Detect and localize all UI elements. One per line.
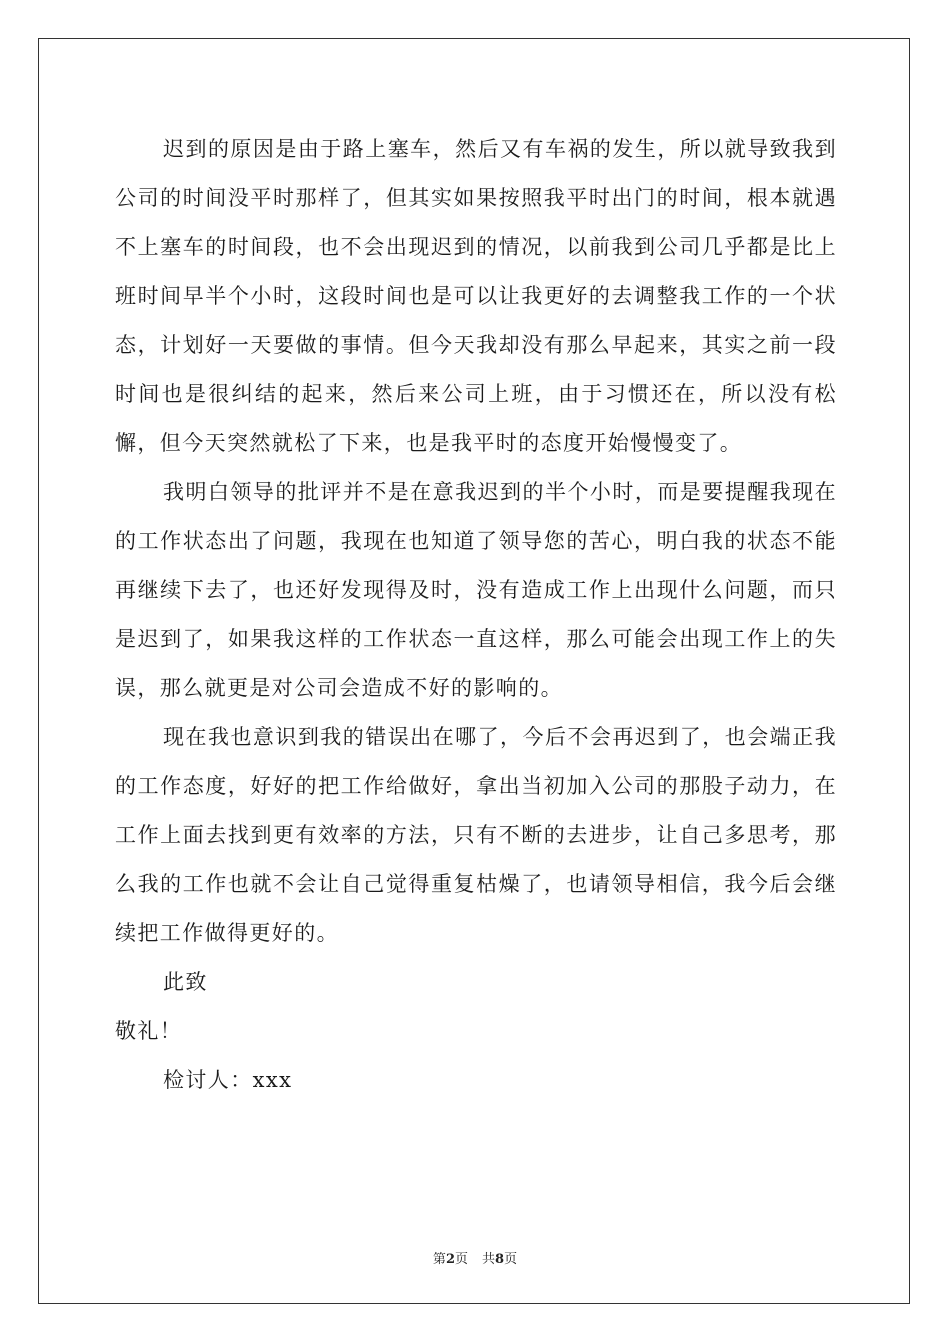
signature-line: 检讨人：xxx [163, 1068, 293, 1092]
page-footer [0, 1248, 950, 1267]
closing-line: 此致 [163, 970, 208, 994]
page-current-number: 2 [445, 1252, 455, 1267]
total-suffix: 页 [504, 1252, 518, 1267]
total-prefix: 共 [482, 1252, 496, 1267]
body-paragraph-1: 迟到的原因是由于路上塞车，然后又有车祸的发生，所以就导致我到公司的时间没平时那样了，但其实如果按照我平时出门的时间，根本就遇不上塞车的时间段，也不会出现迟到的情况，以前我到公司几乎都是比上班时间早半个小时，这段时间也是可以让我更好的去调整我工作的一个状态，计划好一天要做的事情。但今天我却没有那么早起来，其实之前一段时间也是很纠结的起来，然后来公司上班，由于习惯还在，所以没有松懈，但今天突然就松了下来，也是我平时的态度开始慢慢变了。 [115, 137, 837, 455]
page-prefix: 第 [432, 1252, 446, 1267]
page-mid-label: 页 [454, 1252, 468, 1267]
page-total-number: 8 [495, 1252, 505, 1267]
document-body [115, 125, 837, 1105]
salute-line: 敬礼！ [115, 1019, 183, 1043]
body-paragraph-2: 我明白领导的批评并不是在意我迟到的半个小时，而是要提醒我现在的工作状态出了问题，我现在也知道了领导您的苦心，明白我的状态不能再继续下去了，也还好发现得及时，没有造成工作上出现什么问题，而只是迟到了，如果我这样的工作状态一直这样，那么可能会出现工作上的失误，那么就更是对公司会造成不好的影响的。 [115, 480, 837, 700]
body-paragraph-3: 现在我也意识到我的错误出在哪了，今后不会再迟到了，也会端正我的工作态度，好好的把工作给做好，拿出当初加入公司的那股子动力，在工作上面去找到更有效率的方法，只有不断的去进步，让自己多思考，那么我的工作也就不会让自己觉得重复枯燥了，也请领导相信，我今后会继续把工作做得更好的。 [115, 725, 837, 945]
